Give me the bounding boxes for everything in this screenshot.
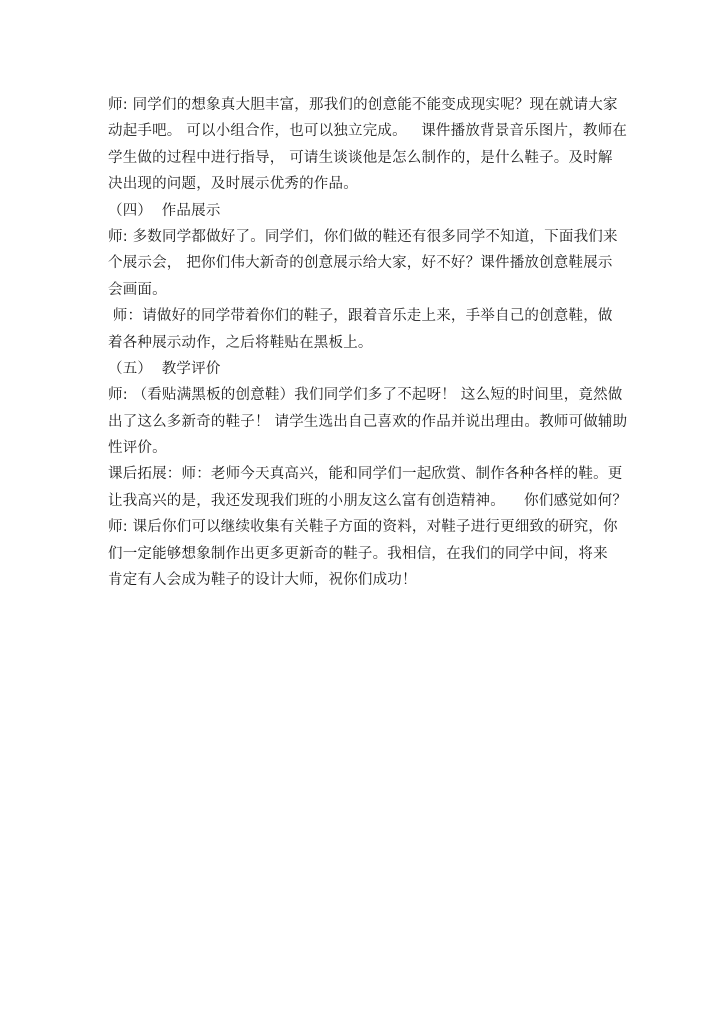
text-line: 让我高兴的是，我还发现我们班的小朋友这么富有创造精神。 你们感觉如何？ [108,492,628,509]
section-heading-teaching-evaluation: （五） 教学评价 [108,360,221,377]
text-line: 们一定能够想象制作出更多更新奇的鞋子。我相信，在我们的同学中间，将来 [108,545,608,562]
text-line: 师: （看贴满黑板的创意鞋）我们同学们多了不起呀！ 这么短的时间里，竟然做 [108,387,623,404]
text-line: 师：请做好的同学带着你们的鞋子，跟着音乐走上来，手举自己的创意鞋，做 [108,308,613,325]
text-line: 个展示会， 把你们伟大新奇的创意展示给大家，好不好？课件播放创意鞋展示 [108,255,613,272]
text-line: 动起手吧。 可以小组合作，也可以独立完成。 课件播放背景音乐图片，教师在 [108,123,628,140]
text-line: 师: 多数同学都做好了。同学们，你们做的鞋还有很多同学不知道，下面我们来 [108,228,618,245]
document-body [108,92,628,593]
text-line: 师: 课后你们可以继续收集有关鞋子方面的资料，对鞋子进行更细致的研究，你 [108,519,618,536]
text-line: 决出现的问题，及时展示优秀的作品。 [108,176,358,193]
text-line: 课后拓展：师：老师今天真高兴，能和同学们一起欣赏、制作各种各样的鞋。更 [108,466,623,483]
section-heading-works-display: （四） 作品展示 [108,202,221,219]
text-line: 会画面。 [108,281,167,298]
text-line: 学生做的过程中进行指导， 可请生谈谈他是怎么制作的，是什么鞋子。及时解 [108,149,613,166]
text-line: 肯定有人会成为鞋子的设计大师，祝你们成功！ [108,572,417,589]
text-line: 性评价。 [108,440,167,457]
text-line: 着各种展示动作，之后将鞋贴在黑板上。 [108,334,373,351]
text-line: 师: 同学们的想象真大胆丰富，那我们的创意能不能变成现实呢？现在就请大家 [108,97,618,113]
text-line: 出了这么多新奇的鞋子！ 请学生选出自己喜欢的作品并说出理由。教师可做辅助 [108,413,628,430]
